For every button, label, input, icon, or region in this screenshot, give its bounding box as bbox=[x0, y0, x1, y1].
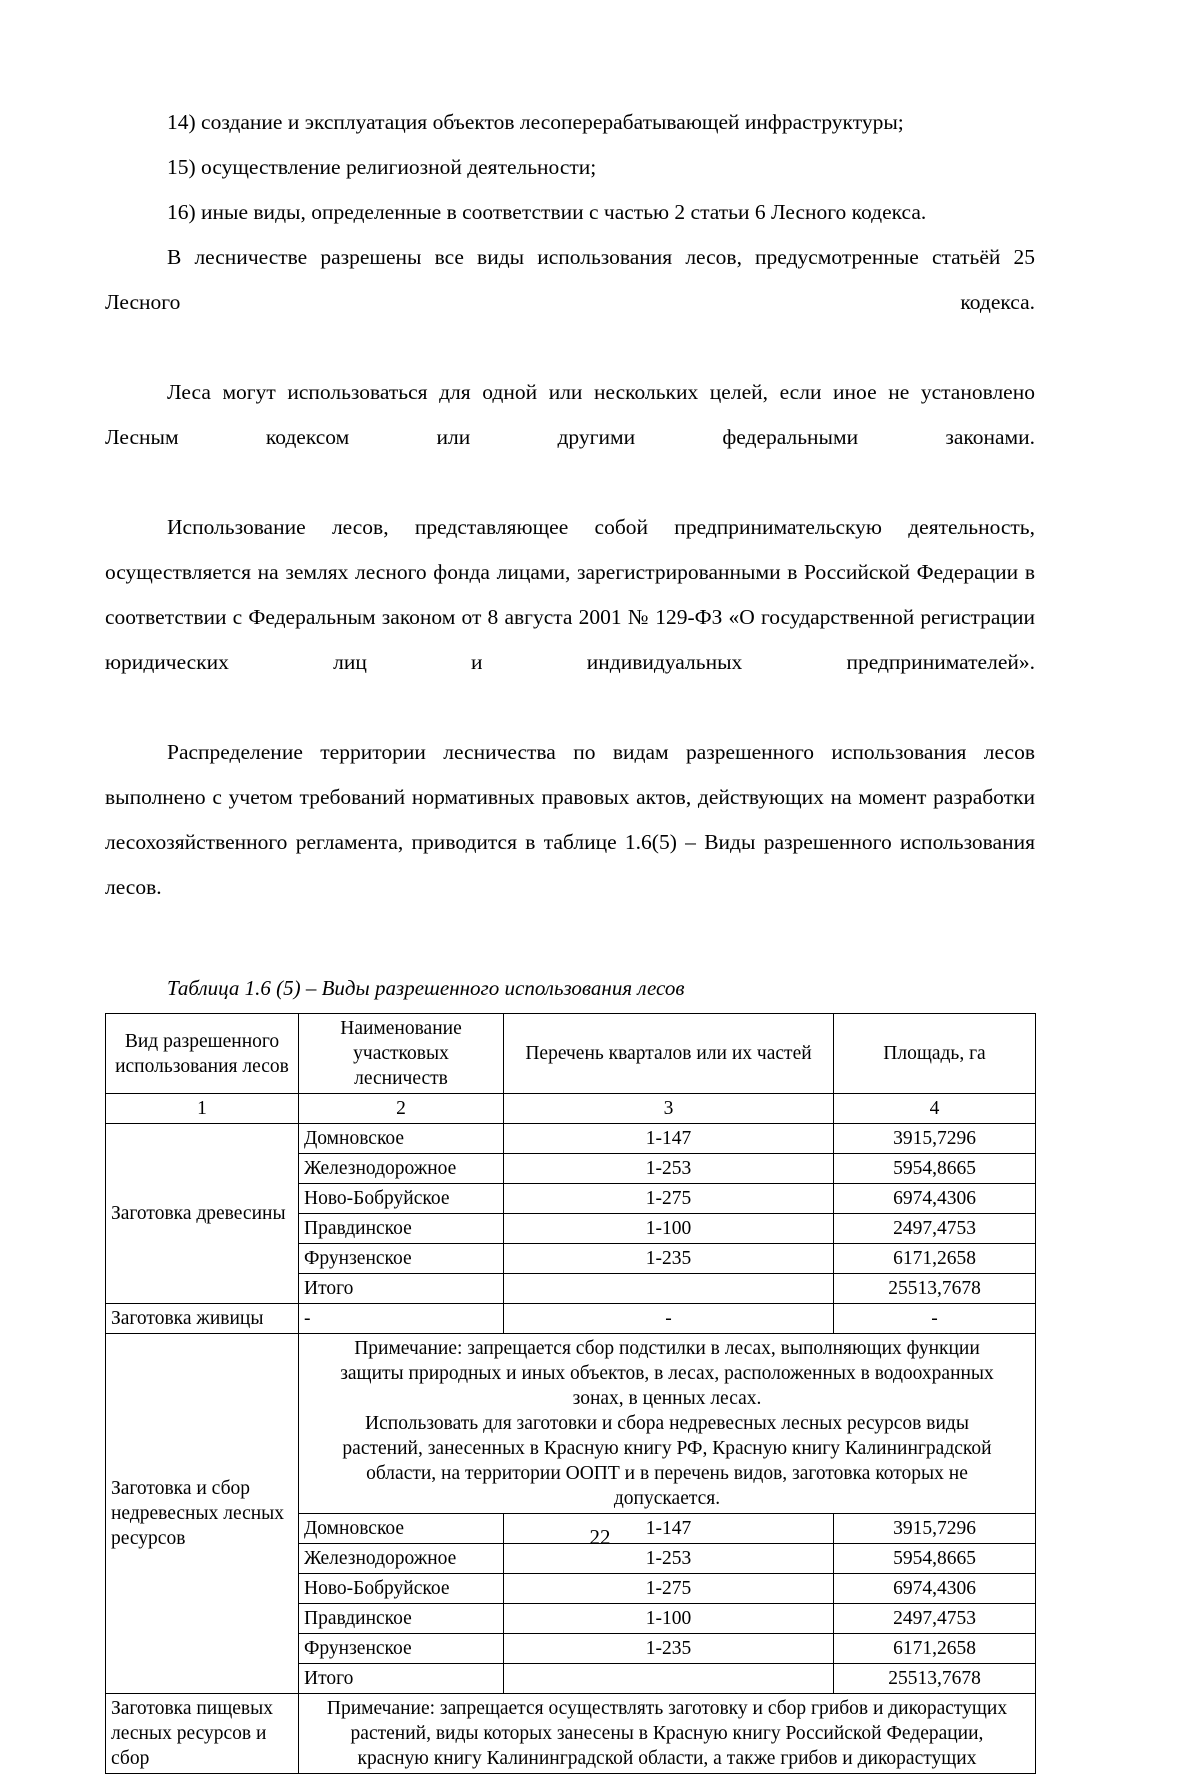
total-area: 25513,7678 bbox=[834, 1274, 1036, 1304]
quarters-range: 1-253 bbox=[504, 1544, 834, 1574]
area-value: 6171,2658 bbox=[834, 1634, 1036, 1664]
quarters-range: 1-275 bbox=[504, 1574, 834, 1604]
note-line: растений, виды которых занесены в Красную книгу Российской Федерации, bbox=[350, 1723, 984, 1744]
paragraph-14: 14) создание и эксплуатация объектов лесоперерабатывающей инфраструктуры; bbox=[167, 110, 904, 134]
header-forestry-name: Наименование участковых лесничеств bbox=[299, 1014, 504, 1094]
note-line: Примечание: запрещается осуществлять заготовку и сбор грибов и дикорастущих bbox=[326, 1698, 1008, 1719]
section-note-non-timber bbox=[299, 1334, 1036, 1514]
note-line: красную книгу Калининградской области, а также грибов и дикорастущих bbox=[357, 1748, 977, 1769]
forestry-name: Домновское bbox=[299, 1514, 504, 1544]
forestry-name: Железнодорожное bbox=[299, 1154, 504, 1184]
column-number-4: 4 bbox=[834, 1094, 1036, 1124]
quarters-range: 1-275 bbox=[504, 1184, 834, 1214]
header-quarters-list: Перечень кварталов или их частей bbox=[504, 1014, 834, 1094]
quarters-range: 1-100 bbox=[504, 1214, 834, 1244]
forestry-name: - bbox=[299, 1304, 504, 1334]
total-label: Итого bbox=[299, 1664, 504, 1694]
note-line: зонах, в ценных лесах. bbox=[572, 1388, 762, 1409]
column-number-1: 1 bbox=[106, 1094, 299, 1124]
area-value: 6171,2658 bbox=[834, 1244, 1036, 1274]
area-value: 6974,4306 bbox=[834, 1184, 1036, 1214]
forestry-name: Ново-Бобруйское bbox=[299, 1574, 504, 1604]
area-value: 5954,8665 bbox=[834, 1544, 1036, 1574]
area-value: 2497,4753 bbox=[834, 1214, 1036, 1244]
paragraph-entrepreneurial-use: Использование лесов, представляющее собой предпринимательскую деятельность, осуществляется на землях лесного фонда лицами, зарегистрированными в Российской Федерации в соответствии с Федеральным законом от 8 августа 2001 № 129-ФЗ «О государственной регистрации юридических лиц и индивидуальных предпринимателей». bbox=[105, 515, 1035, 674]
area-value: 3915,7296 bbox=[834, 1124, 1036, 1154]
section-label-timber-harvesting: Заготовка древесины bbox=[106, 1124, 299, 1304]
forestry-name: Правдинское bbox=[299, 1214, 504, 1244]
forestry-name: Железнодорожное bbox=[299, 1544, 504, 1574]
note-line: растений, занесенных в Красную книгу РФ, Красную книгу Калининградской bbox=[342, 1438, 992, 1459]
area-value: 5954,8665 bbox=[834, 1154, 1036, 1184]
forestry-name: Правдинское bbox=[299, 1604, 504, 1634]
area-value: 2497,4753 bbox=[834, 1604, 1036, 1634]
quarters-range: 1-147 bbox=[504, 1124, 834, 1154]
header-use-type: Вид разрешенного использования лесов bbox=[106, 1014, 299, 1094]
forestry-name: Домновское bbox=[299, 1124, 504, 1154]
paragraph-16: 16) иные виды, определенные в соответствии с частью 2 статьи 6 Лесного кодекса. bbox=[167, 200, 927, 224]
paragraph-15: 15) осуществление религиозной деятельности; bbox=[167, 155, 597, 179]
page-content bbox=[105, 100, 1035, 1774]
total-quarters bbox=[504, 1274, 834, 1304]
table-row bbox=[106, 1124, 1036, 1154]
quarters-range: 1-235 bbox=[504, 1634, 834, 1664]
quarters-range: 1-235 bbox=[504, 1244, 834, 1274]
total-label: Итого bbox=[299, 1274, 504, 1304]
table-header-row bbox=[106, 1014, 1036, 1094]
quarters-range: 1-100 bbox=[504, 1604, 834, 1634]
forestry-name: Фрунзенское bbox=[299, 1634, 504, 1664]
section-label-resin-harvesting: Заготовка живицы bbox=[106, 1304, 299, 1334]
page-number: 22 bbox=[589, 1525, 611, 1549]
column-number-3: 3 bbox=[504, 1094, 834, 1124]
total-quarters bbox=[504, 1664, 834, 1694]
table-caption: Таблица 1.6 (5) – Виды разрешенного использования лесов bbox=[167, 976, 685, 1000]
area-value: - bbox=[834, 1304, 1036, 1334]
area-value: 6974,4306 bbox=[834, 1574, 1036, 1604]
note-line: защиты природных и иных объектов, в лесах, расположенных в водоохранных bbox=[340, 1363, 994, 1384]
paragraph-allowed-uses: В лесничестве разрешены все виды использования лесов, предусмотренные статьёй 25 Лесного кодекса. bbox=[105, 245, 1035, 314]
column-number-2: 2 bbox=[299, 1094, 504, 1124]
table-column-numbers-row bbox=[106, 1094, 1036, 1124]
table-note-row bbox=[106, 1694, 1036, 1774]
section-label-food-resources: Заготовка пищевых лесных ресурсов и сбор bbox=[106, 1694, 299, 1774]
total-area: 25513,7678 bbox=[834, 1664, 1036, 1694]
note-line: допускается. bbox=[613, 1488, 721, 1509]
quarters-range: 1-253 bbox=[504, 1154, 834, 1184]
note-line: Использовать для заготовки и сбора недревесных лесных ресурсов виды bbox=[365, 1413, 969, 1434]
quarters-range: - bbox=[504, 1304, 834, 1334]
forestry-name: Фрунзенское bbox=[299, 1244, 504, 1274]
table-row bbox=[106, 1304, 1036, 1334]
area-value: 3915,7296 bbox=[834, 1514, 1036, 1544]
header-area: Площадь, га bbox=[834, 1014, 1036, 1094]
paragraph-territory-distribution: Распределение территории лесничества по видам разрешенного использования лесов выполнено с учетом требований нормативных правовых актов, действующих на момент разработки лесохозяйственного регламента, приводится в таблице 1.6(5) – Виды разрешенного использования лесов. bbox=[105, 740, 1035, 899]
forestry-name: Ново-Бобруйское bbox=[299, 1184, 504, 1214]
section-note-food-resources bbox=[299, 1694, 1036, 1774]
table-note-row bbox=[106, 1334, 1036, 1514]
allowed-forest-use-table bbox=[105, 1013, 1036, 1774]
note-line: Примечание: запрещается сбор подстилки в лесах, выполняющих функции bbox=[354, 1338, 980, 1359]
paragraph-multiple-purposes: Леса могут использоваться для одной или нескольких целей, если иное не установлено Лесным кодексом или другими федеральными законами. bbox=[105, 380, 1035, 449]
quarters-range: 1-147 bbox=[504, 1514, 834, 1544]
note-line: области, на территории ООПТ и в перечень видов, заготовка которых не bbox=[366, 1463, 968, 1484]
section-label-non-timber-resources: Заготовка и сбор недревесных лесных ресурсов bbox=[106, 1334, 299, 1694]
